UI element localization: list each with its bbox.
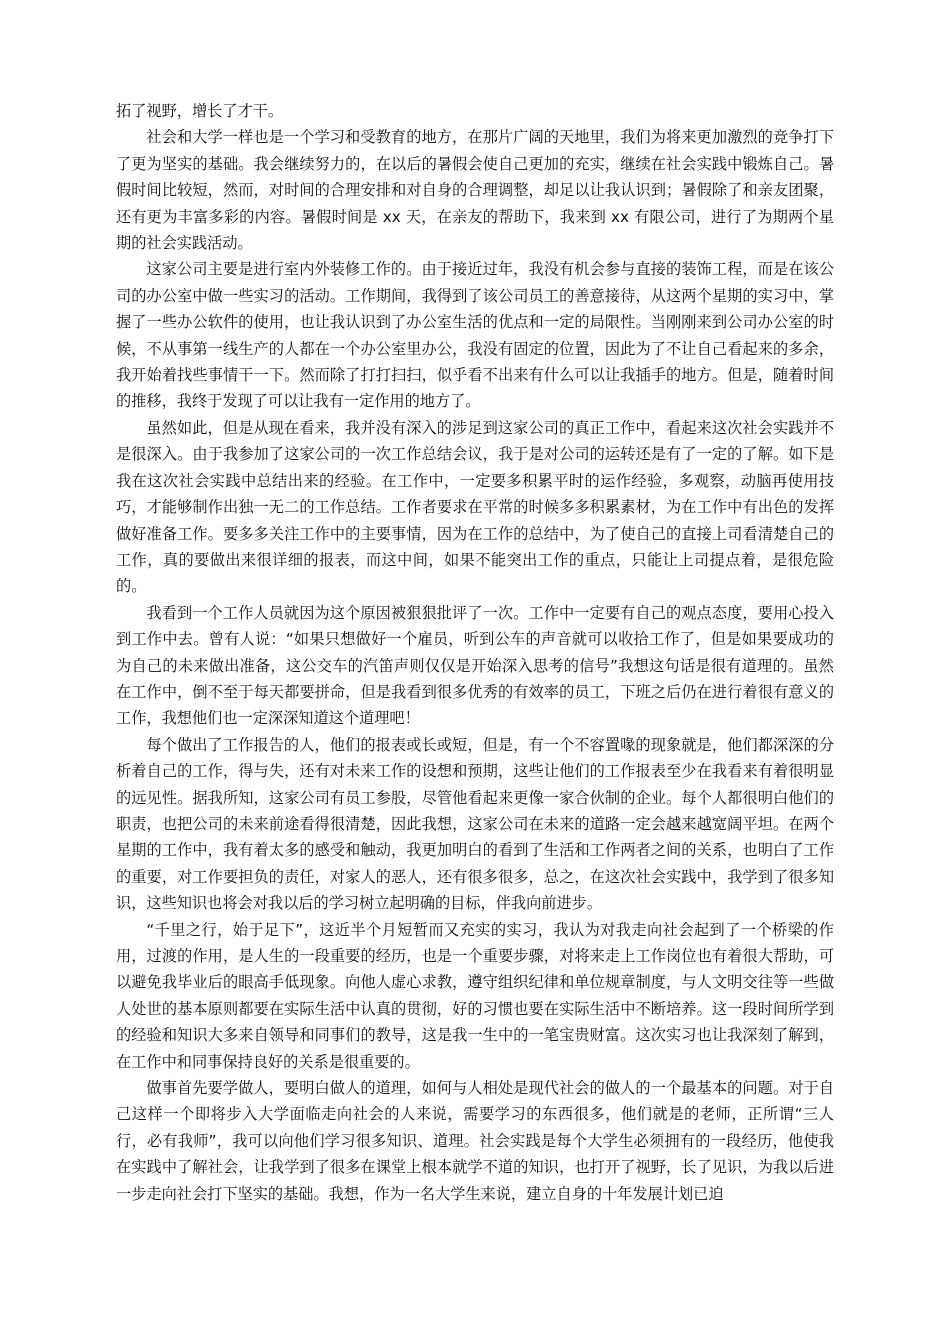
paragraph-7: “千里之行，始于足下”，这近半个月短暂而又充实的实习，我认为对我走向社会起到了一个桥梁的作用，过渡的作用，是人生的一段重要的经历，也是一个重要步骤，对将来走上工作岗位也有着很大帮助，可以避免我毕业后的眼高手低现象。向他人虚心求教，遵守组织纪律和单位规章制度，与人文明交往等一些做人处世的基本原则都要在实际生活中认真的贯彻，好的习惯也要在实际生活中不断培养。这一段时间所学到的经验和知识大多来自领导和同事们的教导，这是我一生中的一笔宝贵财富。这次实习也让我深刻了解到，在工作中和同事保持良好的关系是很重要的。 bbox=[116, 920, 834, 1071]
paragraph-8: 做事首先要学做人，要明白做人的道理，如何与人相处是现代社会的做人的一个最基本的问题。对于自己这样一个即将步入大学面临走向社会的人来说，需要学习的东西很多，他们就是的老师，正所谓“三人行，必有我师”，我可以向他们学习很多知识、道理。社会实践是每个大学生必须拥有的一段经历，他使我在实践中了解社会，让我学到了很多在课堂上根本就学不道的知识，也打开了视野，长了见识，为我以后进一步走向社会打下坚实的基础。我想，作为一名大学生来说，建立自身的十年发展计划已迫 bbox=[116, 1079, 834, 1203]
document-page bbox=[116, 98, 834, 1207]
paragraph-2: 社会和大学一样也是一个学习和受教育的地方，在那片广阔的天地里，我们为将来更加激烈的竞争打下了更为坚实的基础。我会继续努力的，在以后的暑假会使自己更加的充实，继续在社会实践中锻炼自己。暑假时间比较短，然而，对时间的合理安排和对自身的合理调整，却足以让我认识到；暑假除了和亲友团聚，还有更为丰富多彩的内容。暑假时间是 xx 天，在亲友的帮助下，我来到 xx 有限公司，进行了为期两个星期的社会实践活动。 bbox=[116, 128, 834, 253]
paragraph-3: 这家公司主要是进行室内外装修工作的。由于接近过年，我没有机会参与直接的装饰工程，而是在该公司的办公室中做一些实习的活动。工作期间，我得到了该公司员工的善意接待，从这两个星期的实习中，掌握了一些办公软件的使用，也让我认识到了办公室生活的优点和一定的局限性。当刚刚来到公司办公室的时候，不从事第一线生产的人都在一个办公室里办公，我没有固定的位置，因此为了不让自己看起来的多余，我开始着找些事情干一下。然而除了打打扫扫，似乎看不出来有什么可以让我插手的地方。但是，随着时间的推移，我终于发现了可以让我有一定作用的地方了。 bbox=[116, 260, 834, 411]
paragraph-5: 我看到一个工作人员就因为这个原因被狠狠批评了一次。工作中一定要有自己的观点态度，要用心投入到工作中去。曾有人说：“如果只想做好一个雇员，听到公车的声音就可以收拾工作了，但是如果要成功的为自己的未来做出准备，这公交车的汽笛声则仅仅是开始深入思考的信号”我想这句话是很有道理的。虽然在工作中，倒不至于每天都要拼命，但是我看到很多优秀的有效率的员工，下班之后仍在进行着很有意义的工作，我想他们也一定深深知道这个道理吧！ bbox=[116, 603, 834, 728]
paragraph-4: 虽然如此，但是从现在看来，我并没有深入的涉足到这家公司的真正工作中，看起来这次社会实践并不是很深入。由于我参加了这家公司的一次工作总结会议，我于是对公司的运转还是有了一定的了解。如下是我在这次社会实践中总结出来的经验。在工作中，一定要多积累平时的运作经验，多观察，动脑再使用技巧，才能够制作出独一无二的工作总结。工作者要求在平常的时候多多积累素材，为在工作中有出色的发挥做好准备工作。要多多关注工作中的主要事情，因为在工作的总结中，为了使自己的直接上司看清楚自己的工作，真的要做出来很详细的报表，而这中间，如果不能突出工作的重点，只能让上司提点着，是很危险的。 bbox=[116, 418, 834, 596]
paragraph-1: 拓了视野，增长了才干。 bbox=[116, 102, 284, 120]
paragraph-6: 每个做出了工作报告的人，他们的报表或长或短，但是，有一个不容置喙的现象就是，他们都深深的分析着自己的工作，得与失，还有对未来工作的设想和预期，这些让他们的工作报表至少在我看来有着很明显的远见性。据我所知，这家公司有员工参股，尽管他看起来更像一家合伙制的企业。每个人都很明白他们的职责，也把公司的未来前途看得很清楚，因此我想，这家公司在未来的道路一定会越来越宽阔平坦。在两个星期的工作中，我有着太多的感受和触动，我更加明白的看到了生活和工作两者之间的关系，也明白了工作的重要，对工作要担负的责任，对家人的恶人，还有很多很多，总之，在这次社会实践中，我学到了很多知识，这些知识也将会对我以后的学习树立起明确的目标，伴我向前进步。 bbox=[116, 735, 834, 913]
